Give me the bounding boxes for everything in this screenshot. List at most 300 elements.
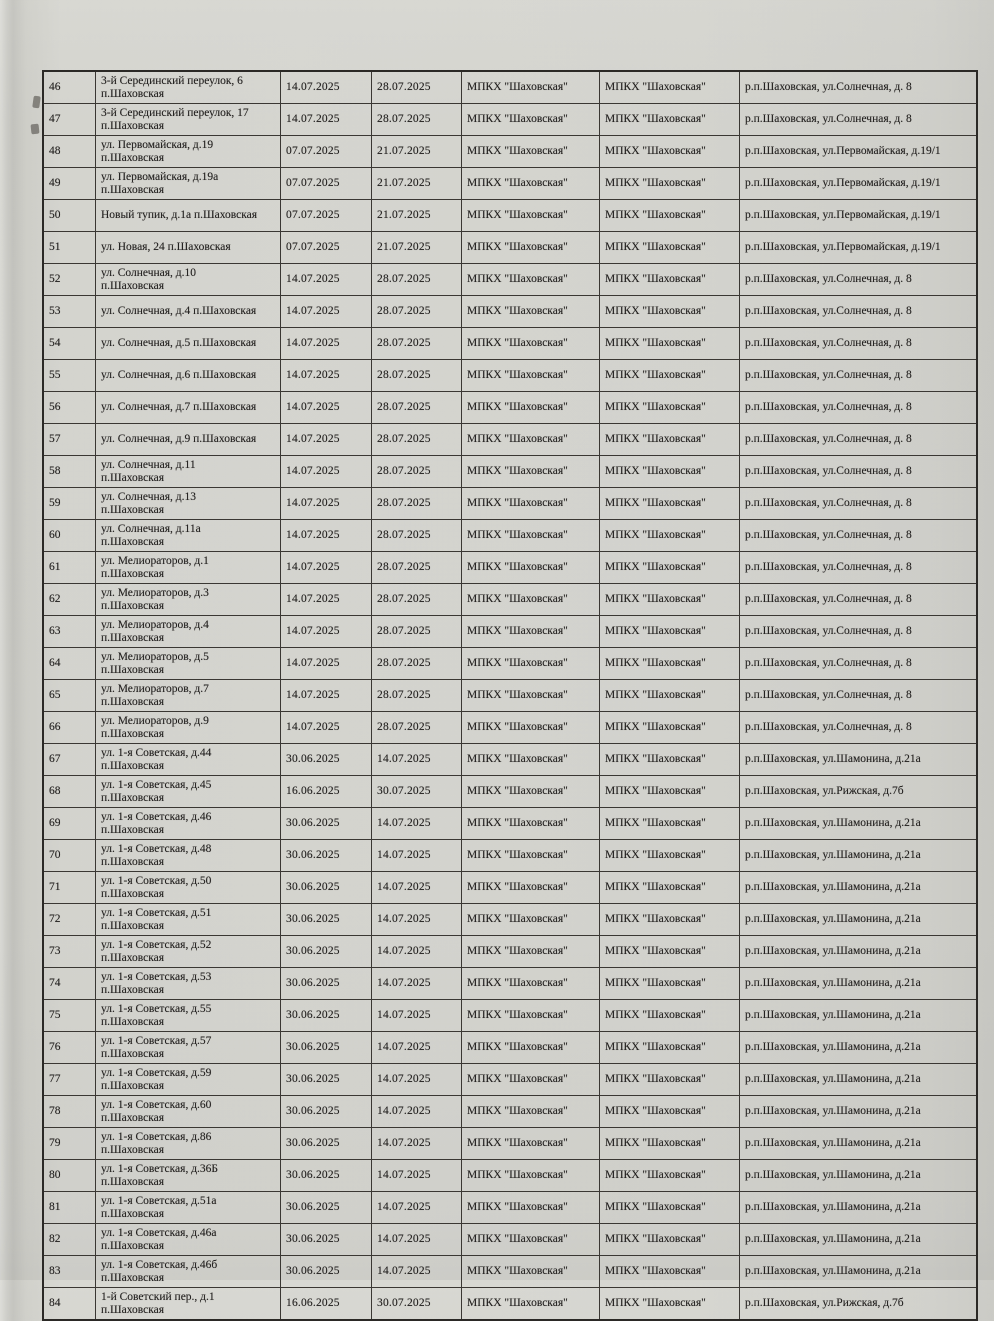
customer-cell: МПКХ "Шаховская": [600, 264, 740, 296]
street-line: 3-й Серединский переулок, 17: [101, 106, 249, 119]
organization-cell: МПКХ "Шаховская": [462, 1032, 600, 1064]
start-date-cell: 14.07.2025: [281, 392, 372, 424]
start-date-cell: 16.06.2025: [281, 1288, 372, 1321]
relocation-address-cell: р.п.Шаховская, ул.Шамонина, д.21а: [740, 1192, 978, 1224]
customer-cell: МПКХ "Шаховская": [600, 840, 740, 872]
start-date-cell: 14.07.2025: [281, 71, 372, 104]
settlement-line: п.Шаховская: [101, 791, 165, 804]
relocation-address-cell: р.п.Шаховская, ул.Шамонина, д.21а: [740, 1128, 978, 1160]
end-date-cell: 28.07.2025: [372, 488, 462, 520]
street-line: ул. Солнечная, д.7 п.Шаховская: [101, 401, 257, 413]
settlement-line: п.Шаховская: [101, 1175, 165, 1188]
relocation-address-cell: р.п.Шаховская, ул.Шамонина, д.21а: [740, 968, 978, 1000]
start-date-cell: 30.06.2025: [281, 808, 372, 840]
row-number-cell: 77: [43, 1064, 96, 1096]
end-date-cell: 28.07.2025: [372, 264, 462, 296]
row-number-cell: 60: [43, 520, 96, 552]
end-date-cell: 30.07.2025: [372, 1288, 462, 1321]
end-date-cell: 14.07.2025: [372, 1192, 462, 1224]
settlement-line: п.Шаховская: [101, 919, 165, 932]
customer-cell: МПКХ "Шаховская": [600, 328, 740, 360]
organization-cell: МПКХ "Шаховская": [462, 1288, 600, 1321]
end-date-cell: 28.07.2025: [372, 328, 462, 360]
customer-cell: МПКХ "Шаховская": [600, 1288, 740, 1321]
settlement-line: п.Шаховская: [101, 695, 165, 708]
document-scan: [42, 70, 941, 1321]
organization-cell: МПКХ "Шаховская": [462, 904, 600, 936]
settlement-line: п.Шаховская: [101, 1015, 165, 1028]
table-row: [43, 776, 977, 808]
table-row: [43, 1224, 977, 1256]
table-row: [43, 1032, 977, 1064]
relocation-address-cell: р.п.Шаховская, ул.Солнечная, д. 8: [740, 488, 978, 520]
organization-cell: МПКХ "Шаховская": [462, 1064, 600, 1096]
settlement-line: п.Шаховская: [101, 567, 165, 580]
customer-cell: МПКХ "Шаховская": [600, 1000, 740, 1032]
start-date-cell: 16.06.2025: [281, 776, 372, 808]
relocation-address-cell: р.п.Шаховская, ул.Шамонина, д.21а: [740, 1032, 978, 1064]
street-line: ул. 1-я Советская, д.45: [101, 778, 212, 791]
customer-cell: МПКХ "Шаховская": [600, 1192, 740, 1224]
table-row: [43, 136, 977, 168]
street-address-cell: [96, 936, 281, 968]
street-address-cell: [96, 1000, 281, 1032]
end-date-cell: 28.07.2025: [372, 296, 462, 328]
street-line: ул. 1-я Советская, д.60: [101, 1098, 212, 1111]
street-line: ул. 1-я Советская, д.46б: [101, 1258, 218, 1271]
row-number-cell: 79: [43, 1128, 96, 1160]
table-row: [43, 616, 977, 648]
row-number-cell: 62: [43, 584, 96, 616]
street-line: 1-й Советский пер., д.1: [101, 1290, 215, 1303]
organization-cell: МПКХ "Шаховская": [462, 1192, 600, 1224]
organization-cell: МПКХ "Шаховская": [462, 616, 600, 648]
relocation-address-cell: р.п.Шаховская, ул.Шамонина, д.21а: [740, 840, 978, 872]
settlement-line: п.Шаховская: [101, 951, 165, 964]
row-number-cell: 65: [43, 680, 96, 712]
organization-cell: МПКХ "Шаховская": [462, 584, 600, 616]
relocation-address-cell: р.п.Шаховская, ул.Рижская, д.7б: [740, 1288, 978, 1321]
start-date-cell: 14.07.2025: [281, 488, 372, 520]
organization-cell: МПКХ "Шаховская": [462, 1256, 600, 1288]
end-date-cell: 14.07.2025: [372, 808, 462, 840]
table-row: [43, 840, 977, 872]
street-line: ул. 1-я Советская, д.52: [101, 938, 212, 951]
settlement-line: п.Шаховская: [101, 87, 165, 100]
start-date-cell: 30.06.2025: [281, 1160, 372, 1192]
street-address-cell: [96, 104, 281, 136]
customer-cell: МПКХ "Шаховская": [600, 200, 740, 232]
street-address-cell: [96, 584, 281, 616]
row-number-cell: 55: [43, 360, 96, 392]
end-date-cell: 14.07.2025: [372, 744, 462, 776]
street-line: ул. Солнечная, д.6 п.Шаховская: [101, 369, 257, 381]
table-row: [43, 520, 977, 552]
customer-cell: МПКХ "Шаховская": [600, 456, 740, 488]
customer-cell: МПКХ "Шаховская": [600, 552, 740, 584]
table-row: [43, 648, 977, 680]
table-row: [43, 808, 977, 840]
start-date-cell: 14.07.2025: [281, 520, 372, 552]
street-line: ул. 1-я Советская, д.55: [101, 1002, 212, 1015]
settlement-line: п.Шаховская: [101, 183, 165, 196]
settlement-line: п.Шаховская: [101, 759, 165, 772]
street-address-cell: [96, 328, 281, 360]
start-date-cell: 14.07.2025: [281, 104, 372, 136]
settlement-line: п.Шаховская: [101, 887, 165, 900]
customer-cell: МПКХ "Шаховская": [600, 232, 740, 264]
start-date-cell: 14.07.2025: [281, 584, 372, 616]
street-line: ул. Солнечная, д.10: [101, 266, 197, 279]
street-address-cell: [96, 1192, 281, 1224]
street-line: ул. Мелиораторов, д.5: [101, 650, 209, 663]
start-date-cell: 14.07.2025: [281, 616, 372, 648]
row-number-cell: 75: [43, 1000, 96, 1032]
row-number-cell: 70: [43, 840, 96, 872]
table-row: [43, 1064, 977, 1096]
end-date-cell: 28.07.2025: [372, 424, 462, 456]
customer-cell: МПКХ "Шаховская": [600, 1224, 740, 1256]
relocation-address-cell: р.п.Шаховская, ул.Солнечная, д. 8: [740, 552, 978, 584]
relocation-address-cell: р.п.Шаховская, ул.Шамонина, д.21а: [740, 1160, 978, 1192]
start-date-cell: 30.06.2025: [281, 936, 372, 968]
end-date-cell: 28.07.2025: [372, 616, 462, 648]
start-date-cell: 14.07.2025: [281, 328, 372, 360]
table-row: [43, 328, 977, 360]
row-number-cell: 63: [43, 616, 96, 648]
row-number-cell: 83: [43, 1256, 96, 1288]
relocation-address-cell: р.п.Шаховская, ул.Шамонина, д.21а: [740, 936, 978, 968]
organization-cell: МПКХ "Шаховская": [462, 392, 600, 424]
relocation-address-cell: р.п.Шаховская, ул.Солнечная, д. 8: [740, 520, 978, 552]
table-row: [43, 392, 977, 424]
table-body: [43, 71, 977, 1320]
customer-cell: МПКХ "Шаховская": [600, 392, 740, 424]
settlement-line: п.Шаховская: [101, 535, 165, 548]
customer-cell: МПКХ "Шаховская": [600, 744, 740, 776]
street-line: ул. Солнечная, д.13: [101, 490, 197, 503]
row-number-cell: 53: [43, 296, 96, 328]
organization-cell: МПКХ "Шаховская": [462, 840, 600, 872]
organization-cell: МПКХ "Шаховская": [462, 136, 600, 168]
table-row: [43, 1096, 977, 1128]
organization-cell: МПКХ "Шаховская": [462, 232, 600, 264]
start-date-cell: 30.06.2025: [281, 1032, 372, 1064]
customer-cell: МПКХ "Шаховская": [600, 424, 740, 456]
street-address-cell: [96, 1160, 281, 1192]
end-date-cell: 28.07.2025: [372, 680, 462, 712]
relocation-address-cell: р.п.Шаховская, ул.Первомайская, д.19/1: [740, 168, 978, 200]
settlement-line: п.Шаховская: [101, 151, 165, 164]
table-row: [43, 1192, 977, 1224]
street-address-cell: [96, 488, 281, 520]
street-line: Новый тупик, д.1а п.Шаховская: [101, 209, 258, 221]
settlement-line: п.Шаховская: [101, 471, 165, 484]
settlement-line: п.Шаховская: [101, 1111, 165, 1124]
settlement-line: п.Шаховская: [101, 1239, 165, 1252]
relocation-address-cell: р.п.Шаховская, ул.Солнечная, д. 8: [740, 648, 978, 680]
customer-cell: МПКХ "Шаховская": [600, 168, 740, 200]
customer-cell: МПКХ "Шаховская": [600, 712, 740, 744]
organization-cell: МПКХ "Шаховская": [462, 168, 600, 200]
start-date-cell: 14.07.2025: [281, 360, 372, 392]
customer-cell: МПКХ "Шаховская": [600, 872, 740, 904]
street-address-cell: [96, 1256, 281, 1288]
street-line: ул. Первомайская, д.19а: [101, 170, 219, 183]
customer-cell: МПКХ "Шаховская": [600, 1096, 740, 1128]
street-address-cell: [96, 1128, 281, 1160]
street-address-cell: [96, 616, 281, 648]
row-number-cell: 71: [43, 872, 96, 904]
street-address-cell: [96, 296, 281, 328]
end-date-cell: 14.07.2025: [372, 968, 462, 1000]
end-date-cell: 14.07.2025: [372, 840, 462, 872]
start-date-cell: 07.07.2025: [281, 168, 372, 200]
end-date-cell: 14.07.2025: [372, 904, 462, 936]
table-row: [43, 1288, 977, 1321]
table-row: [43, 712, 977, 744]
customer-cell: МПКХ "Шаховская": [600, 1064, 740, 1096]
customer-cell: МПКХ "Шаховская": [600, 616, 740, 648]
street-address-cell: [96, 136, 281, 168]
row-number-cell: 59: [43, 488, 96, 520]
street-line: ул. Мелиораторов, д.9: [101, 714, 209, 727]
customer-cell: МПКХ "Шаховская": [600, 1128, 740, 1160]
end-date-cell: 14.07.2025: [372, 872, 462, 904]
settlement-line: п.Шаховская: [101, 1143, 165, 1156]
end-date-cell: 21.07.2025: [372, 168, 462, 200]
organization-cell: МПКХ "Шаховская": [462, 744, 600, 776]
street-address-cell: [96, 168, 281, 200]
street-line: ул. 1-я Советская, д.59: [101, 1066, 212, 1079]
street-line: ул. Солнечная, д.4 п.Шаховская: [101, 305, 257, 317]
start-date-cell: 30.06.2025: [281, 1192, 372, 1224]
relocation-address-cell: р.п.Шаховская, ул.Солнечная, д. 8: [740, 264, 978, 296]
organization-cell: МПКХ "Шаховская": [462, 1096, 600, 1128]
street-address-cell: [96, 648, 281, 680]
start-date-cell: 30.06.2025: [281, 840, 372, 872]
street-address-cell: [96, 520, 281, 552]
start-date-cell: 30.06.2025: [281, 904, 372, 936]
organization-cell: МПКХ "Шаховская": [462, 648, 600, 680]
table-row: [43, 456, 977, 488]
row-number-cell: 48: [43, 136, 96, 168]
end-date-cell: 14.07.2025: [372, 1000, 462, 1032]
start-date-cell: 07.07.2025: [281, 200, 372, 232]
end-date-cell: 28.07.2025: [372, 648, 462, 680]
street-address-cell: [96, 808, 281, 840]
street-address-cell: [96, 392, 281, 424]
outage-schedule-table: [42, 70, 978, 1321]
relocation-address-cell: р.п.Шаховская, ул.Солнечная, д. 8: [740, 360, 978, 392]
table-row: [43, 872, 977, 904]
table-row: [43, 200, 977, 232]
end-date-cell: 28.07.2025: [372, 552, 462, 584]
relocation-address-cell: р.п.Шаховская, ул.Шамонина, д.21а: [740, 1064, 978, 1096]
settlement-line: п.Шаховская: [101, 503, 165, 516]
start-date-cell: 14.07.2025: [281, 712, 372, 744]
row-number-cell: 73: [43, 936, 96, 968]
relocation-address-cell: р.п.Шаховская, ул.Шамонина, д.21а: [740, 808, 978, 840]
row-number-cell: 76: [43, 1032, 96, 1064]
table-row: [43, 232, 977, 264]
row-number-cell: 49: [43, 168, 96, 200]
table-row: [43, 104, 977, 136]
relocation-address-cell: р.п.Шаховская, ул.Солнечная, д. 8: [740, 616, 978, 648]
settlement-line: п.Шаховская: [101, 983, 165, 996]
relocation-address-cell: р.п.Шаховская, ул.Солнечная, д. 8: [740, 712, 978, 744]
customer-cell: МПКХ "Шаховская": [600, 1256, 740, 1288]
start-date-cell: 30.06.2025: [281, 1224, 372, 1256]
customer-cell: МПКХ "Шаховская": [600, 360, 740, 392]
end-date-cell: 28.07.2025: [372, 392, 462, 424]
settlement-line: п.Шаховская: [101, 1047, 165, 1060]
relocation-address-cell: р.п.Шаховская, ул.Шамонина, д.21а: [740, 872, 978, 904]
settlement-line: п.Шаховская: [101, 855, 165, 868]
start-date-cell: 30.06.2025: [281, 1000, 372, 1032]
table-row: [43, 360, 977, 392]
street-address-cell: [96, 1096, 281, 1128]
row-number-cell: 74: [43, 968, 96, 1000]
table-row: [43, 552, 977, 584]
street-address-cell: [96, 776, 281, 808]
organization-cell: МПКХ "Шаховская": [462, 200, 600, 232]
table-row: [43, 1256, 977, 1288]
row-number-cell: 56: [43, 392, 96, 424]
organization-cell: МПКХ "Шаховская": [462, 1128, 600, 1160]
customer-cell: МПКХ "Шаховская": [600, 104, 740, 136]
customer-cell: МПКХ "Шаховская": [600, 296, 740, 328]
table-row: [43, 424, 977, 456]
table-row: [43, 680, 977, 712]
relocation-address-cell: р.п.Шаховская, ул.Солнечная, д. 8: [740, 296, 978, 328]
organization-cell: МПКХ "Шаховская": [462, 424, 600, 456]
street-address-cell: [96, 968, 281, 1000]
relocation-address-cell: р.п.Шаховская, ул.Первомайская, д.19/1: [740, 136, 978, 168]
street-address-cell: [96, 424, 281, 456]
end-date-cell: 28.07.2025: [372, 456, 462, 488]
end-date-cell: 14.07.2025: [372, 1256, 462, 1288]
customer-cell: МПКХ "Шаховская": [600, 520, 740, 552]
street-address-cell: [96, 680, 281, 712]
start-date-cell: 14.07.2025: [281, 296, 372, 328]
start-date-cell: 14.07.2025: [281, 424, 372, 456]
scan-smudge: [32, 96, 41, 109]
table-row: [43, 168, 977, 200]
street-line: ул. Новая, 24 п.Шаховская: [101, 241, 231, 253]
end-date-cell: 28.07.2025: [372, 360, 462, 392]
row-number-cell: 78: [43, 1096, 96, 1128]
start-date-cell: 30.06.2025: [281, 968, 372, 1000]
relocation-address-cell: р.п.Шаховская, ул.Шамонина, д.21а: [740, 904, 978, 936]
organization-cell: МПКХ "Шаховская": [462, 968, 600, 1000]
start-date-cell: 07.07.2025: [281, 232, 372, 264]
relocation-address-cell: р.п.Шаховская, ул.Рижская, д.7б: [740, 776, 978, 808]
start-date-cell: 30.06.2025: [281, 1096, 372, 1128]
street-address-cell: [96, 1032, 281, 1064]
street-address-cell: [96, 552, 281, 584]
organization-cell: МПКХ "Шаховская": [462, 456, 600, 488]
row-number-cell: 52: [43, 264, 96, 296]
scan-smudge: [30, 124, 39, 135]
start-date-cell: 30.06.2025: [281, 872, 372, 904]
organization-cell: МПКХ "Шаховская": [462, 712, 600, 744]
start-date-cell: 30.06.2025: [281, 1256, 372, 1288]
row-number-cell: 80: [43, 1160, 96, 1192]
relocation-address-cell: р.п.Шаховская, ул.Шамонина, д.21а: [740, 1096, 978, 1128]
start-date-cell: 14.07.2025: [281, 680, 372, 712]
customer-cell: МПКХ "Шаховская": [600, 71, 740, 104]
organization-cell: МПКХ "Шаховская": [462, 104, 600, 136]
relocation-address-cell: р.п.Шаховская, ул.Солнечная, д. 8: [740, 584, 978, 616]
table-row: [43, 296, 977, 328]
street-line: ул. Солнечная, д.5 п.Шаховская: [101, 337, 257, 349]
start-date-cell: 14.07.2025: [281, 552, 372, 584]
end-date-cell: 21.07.2025: [372, 136, 462, 168]
organization-cell: МПКХ "Шаховская": [462, 360, 600, 392]
end-date-cell: 14.07.2025: [372, 1160, 462, 1192]
street-line: 3-й Серединский переулок, 6: [101, 74, 243, 87]
settlement-line: п.Шаховская: [101, 663, 165, 676]
row-number-cell: 47: [43, 104, 96, 136]
settlement-line: п.Шаховская: [101, 279, 165, 292]
row-number-cell: 61: [43, 552, 96, 584]
street-address-cell: [96, 1064, 281, 1096]
street-line: ул. Мелиораторов, д.4: [101, 618, 209, 631]
street-line: ул. 1-я Советская, д.48: [101, 842, 212, 855]
organization-cell: МПКХ "Шаховская": [462, 296, 600, 328]
customer-cell: МПКХ "Шаховская": [600, 968, 740, 1000]
start-date-cell: 14.07.2025: [281, 456, 372, 488]
row-number-cell: 64: [43, 648, 96, 680]
end-date-cell: 21.07.2025: [372, 200, 462, 232]
row-number-cell: 51: [43, 232, 96, 264]
row-number-cell: 66: [43, 712, 96, 744]
customer-cell: МПКХ "Шаховская": [600, 1032, 740, 1064]
settlement-line: п.Шаховская: [101, 823, 165, 836]
organization-cell: МПКХ "Шаховская": [462, 71, 600, 104]
row-number-cell: 81: [43, 1192, 96, 1224]
organization-cell: МПКХ "Шаховская": [462, 872, 600, 904]
organization-cell: МПКХ "Шаховская": [462, 680, 600, 712]
settlement-line: п.Шаховская: [101, 727, 165, 740]
relocation-address-cell: р.п.Шаховская, ул.Шамонина, д.21а: [740, 1000, 978, 1032]
row-number-cell: 82: [43, 1224, 96, 1256]
street-address-cell: [96, 456, 281, 488]
customer-cell: МПКХ "Шаховская": [600, 680, 740, 712]
street-line: ул. Солнечная, д.11: [101, 458, 196, 471]
street-address-cell: [96, 360, 281, 392]
end-date-cell: 14.07.2025: [372, 1032, 462, 1064]
row-number-cell: 57: [43, 424, 96, 456]
organization-cell: МПКХ "Шаховская": [462, 1000, 600, 1032]
table-row: [43, 744, 977, 776]
street-address-cell: [96, 71, 281, 104]
end-date-cell: 14.07.2025: [372, 1128, 462, 1160]
row-number-cell: 72: [43, 904, 96, 936]
customer-cell: МПКХ "Шаховская": [600, 936, 740, 968]
table-row: [43, 1000, 977, 1032]
street-line: ул. 1-я Советская, д.44: [101, 746, 212, 759]
organization-cell: МПКХ "Шаховская": [462, 776, 600, 808]
organization-cell: МПКХ "Шаховская": [462, 1160, 600, 1192]
street-line: ул. 1-я Советская, д.50: [101, 874, 212, 887]
street-line: ул. 1-я Советская, д.36Б: [101, 1162, 219, 1175]
settlement-line: п.Шаховская: [101, 631, 165, 644]
row-number-cell: 46: [43, 71, 96, 104]
relocation-address-cell: р.п.Шаховская, ул.Шамонина, д.21а: [740, 744, 978, 776]
organization-cell: МПКХ "Шаховская": [462, 488, 600, 520]
